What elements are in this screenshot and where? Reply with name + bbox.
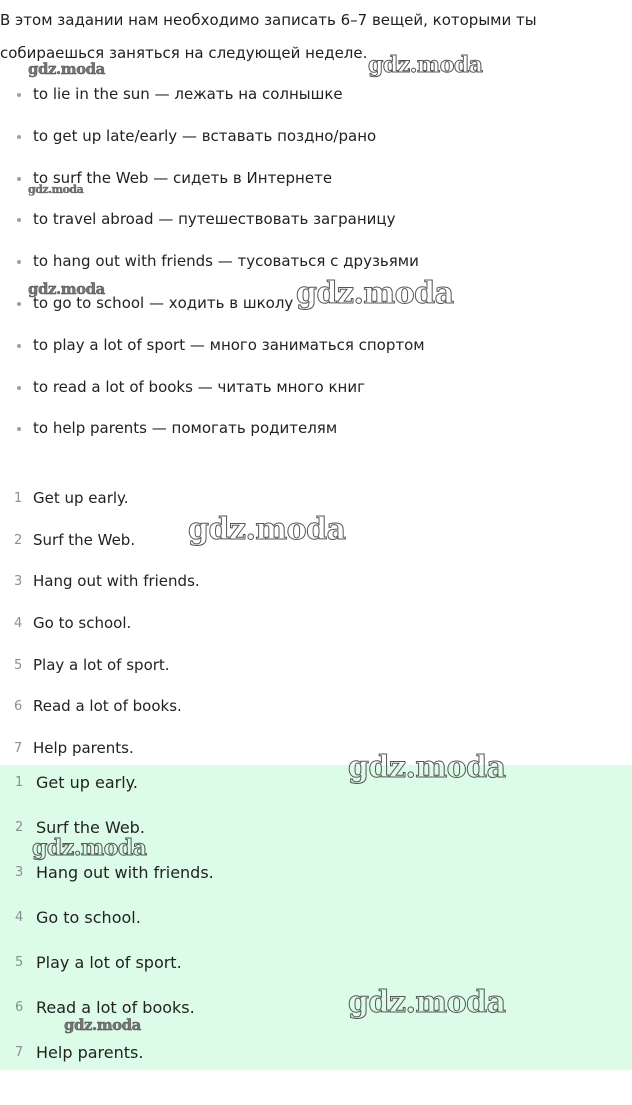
answer-list (0, 765, 632, 1080)
list-item (0, 1035, 632, 1080)
answer-text: Help parents. (36, 1043, 144, 1062)
bullet-icon (17, 260, 21, 264)
item-number: 5 (15, 955, 24, 970)
answer-block (0, 765, 632, 1070)
vocabulary-text: to hang out with friends — тусоваться с друзьями (33, 252, 419, 271)
item-number: 3 (14, 574, 23, 590)
list-item (0, 645, 632, 687)
list-item (0, 325, 632, 367)
vocabulary-list (0, 74, 632, 450)
task-intro: В этом задании нам необходимо записать 6–7 вещей, которыми ты собираешься заняться на следующей неделе. (0, 11, 537, 62)
list-item (0, 408, 632, 450)
item-number: 2 (15, 820, 24, 835)
list-item (0, 520, 632, 562)
plan-text: Surf the Web. (33, 530, 136, 549)
answer-text: Play a lot of sport. (36, 953, 182, 972)
item-number: 6 (14, 699, 23, 715)
bullet-icon (17, 93, 21, 97)
plan-text: Go to school. (33, 614, 132, 633)
list-item (0, 810, 632, 855)
plan-text: Get up early. (33, 489, 129, 507)
item-number: 7 (15, 1045, 24, 1060)
list-item (0, 990, 632, 1035)
vocabulary-text: to play a lot of sport — много заниматься спортом (33, 335, 425, 354)
item-number: 1 (15, 775, 24, 790)
list-item (0, 367, 632, 409)
answer-text: Get up early. (36, 773, 138, 792)
item-number: 1 (14, 491, 23, 506)
plan-text: Read a lot of books. (33, 697, 182, 716)
plan-text: Hang out with friends. (33, 572, 200, 591)
list-item (0, 686, 632, 728)
watermark: gdz.moda (296, 276, 454, 311)
item-number: 7 (14, 741, 23, 757)
list-item (0, 158, 632, 200)
list-item (0, 561, 632, 603)
answer-text: Go to school. (36, 908, 141, 927)
item-number: 4 (15, 910, 24, 925)
answer-text: Surf the Web. (36, 818, 145, 837)
bullet-icon (17, 218, 21, 222)
watermark: gdz.moda (188, 512, 346, 547)
watermark: gdz.moda (28, 280, 105, 298)
watermark: gdz.moda (64, 1016, 141, 1034)
plan-text: Help parents. (33, 739, 134, 758)
list-item (0, 74, 632, 116)
item-number: 5 (14, 657, 23, 673)
plan-text: Play a lot of sport. (33, 655, 170, 674)
watermark: gdz.moda (28, 183, 84, 196)
bullet-icon (17, 177, 21, 181)
bullet-icon (17, 386, 21, 390)
list-item (0, 765, 632, 810)
list-item (0, 728, 632, 770)
list-item (0, 945, 632, 990)
vocabulary-text: to lie in the sun — лежать на солнышке (33, 85, 343, 103)
list-item (0, 283, 632, 325)
item-number: 4 (14, 616, 23, 632)
item-number: 3 (15, 865, 24, 880)
list-item (0, 478, 632, 520)
vocabulary-text: to travel abroad — путешествовать заграницу (33, 210, 396, 229)
vocabulary-text: to surf the Web — сидеть в Интернете (33, 168, 333, 187)
vocabulary-text: to help parents — помогать родителям (33, 419, 338, 438)
vocabulary-text: to go to school — ходить в школу (33, 293, 294, 312)
list-item (0, 603, 632, 645)
bullet-icon (17, 344, 21, 348)
vocabulary-text: to get up late/early — вставать поздно/рано (33, 126, 377, 145)
plan-list (0, 478, 632, 770)
answer-text: Read a lot of books. (36, 998, 195, 1017)
bullet-icon (17, 427, 21, 431)
list-item (0, 241, 632, 283)
list-item (0, 199, 632, 241)
list-item (0, 116, 632, 158)
answer-text: Hang out with friends. (36, 863, 214, 882)
list-item (0, 855, 632, 900)
item-number: 6 (15, 1000, 24, 1015)
list-item (0, 900, 632, 945)
bullet-icon (17, 135, 21, 139)
vocabulary-text: to read a lot of books — читать много книг (33, 377, 365, 396)
item-number: 2 (14, 532, 23, 548)
watermark: gdz.moda (28, 60, 105, 78)
watermark: gdz.moda (368, 52, 483, 78)
bullet-icon (17, 302, 21, 306)
